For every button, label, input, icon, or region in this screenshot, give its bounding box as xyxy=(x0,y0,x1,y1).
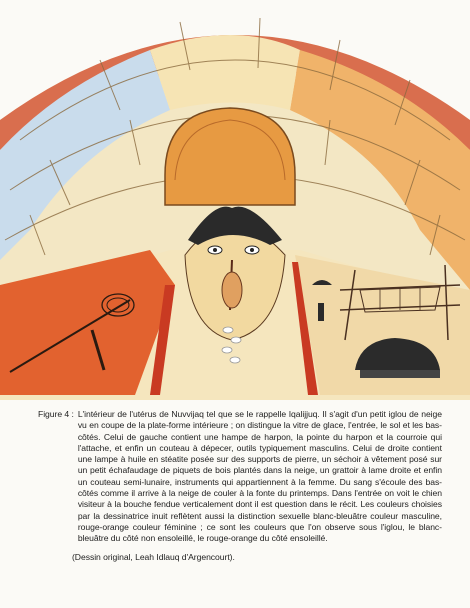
figure-caption xyxy=(38,409,442,563)
figure-caption-text: L'intérieur de l'utérus de Nuvvijaq tel que se le rappelle Iqalijjuq. Il s'agit d'un petit iglou de neige vu en coupe de la plate-forme intérieure ; on distingue la vitre de glace, l'entrée, le sol et les bas-côtés. Celui de gauche contient une hampe de harpon, la pointe du harpon et la courroie qui l'attache, et enfin un couteau à dépecer, outils typiquement masculins. Celui de droite contient une lampe à huile en stéatite posée sur des supports de pierre, un séchoir à vêtement posé sur un petit échafaudage de piquets de bois plantés dans la neige, un grattoir à lame droite et enfin un couteau semi-lunaire, instruments qui appartiennent à la femme. Du sang s'écoule des bas-côtés comme il arrive à la neige de couler à la fonte du printemps. Dans l'entrée on voit le chien visiteur à la bouche fendue verticalement dont il est question dans le récit. Les couleurs choisies par la dessinatrice inuit reflètent aussi la distinction sexuelle blanc-bleuâtre couleur masculine, rouge-orange couleur féminine ; ce sont les couleurs que l'on observe sous l'iglou, le blanc-bleuâtre du côté non ensoleillé, le rouge-orange du côté ensoleillé. xyxy=(77,409,442,544)
figure-label: Figure 4 : xyxy=(38,409,74,419)
figure-credit: (Dessin original, Leah Idlauq d'Argencourt). xyxy=(72,551,235,562)
